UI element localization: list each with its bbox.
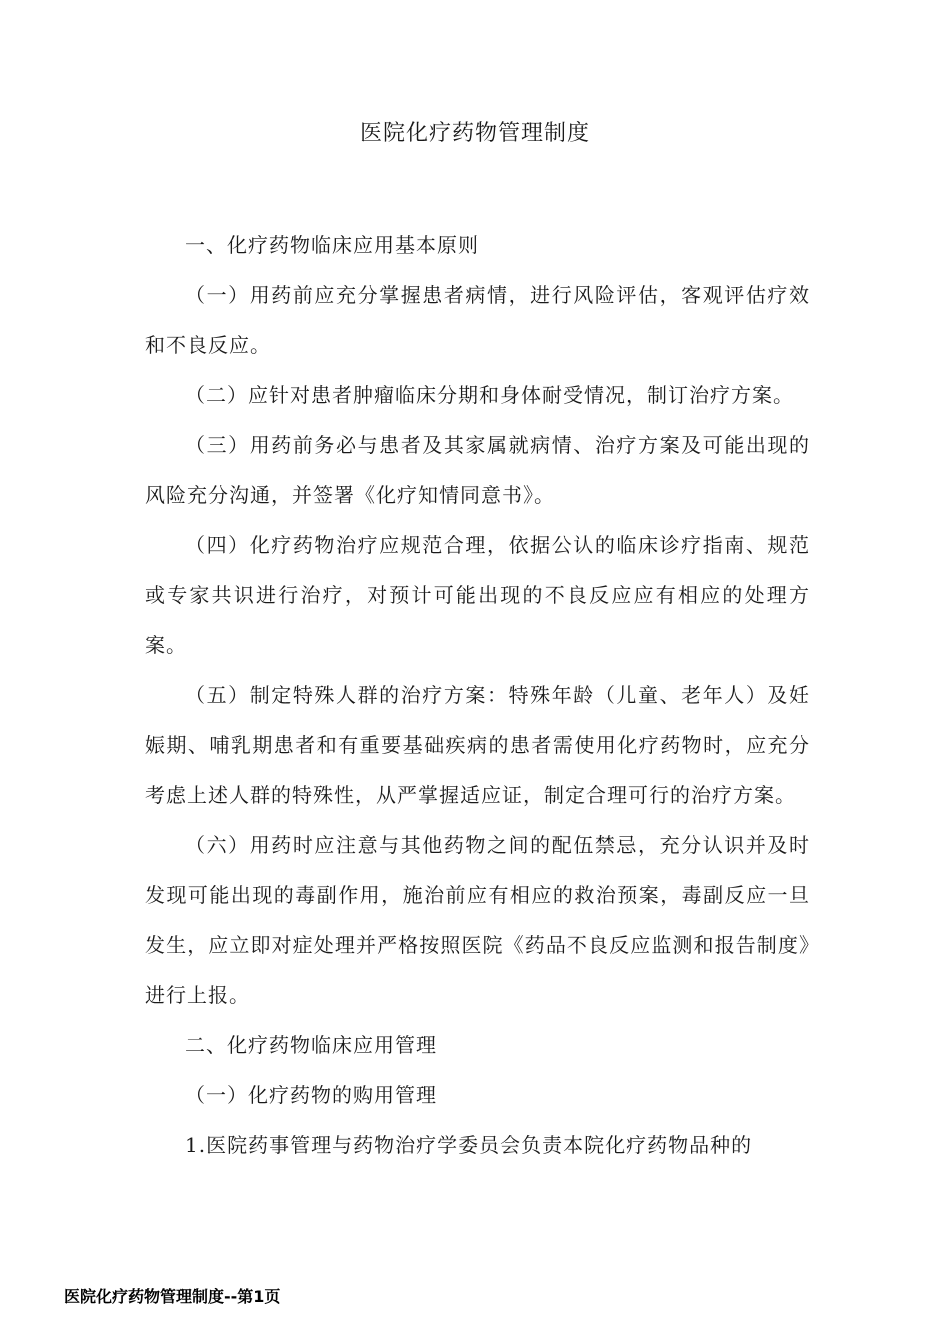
paragraph-6: （六）用药时应注意与其他药物之间的配伍禁忌，充分认识并及时发现可能出现的毒副作用，施治前应有相应的救治预案，毒副反应一旦发生，应立即对症处理并严格按照医院《药品不良反应监测和报告制度》进行上报。 <box>145 833 810 1007</box>
paragraph-5: （五）制定特殊人群的治疗方案：特殊年龄（儿童、老年人）及妊娠期、哺乳期患者和有重要基础疾病的患者需使用化疗药物时，应充分考虑上述人群的特殊性，从严掌握适应证，制定合理可行的治疗方案。 <box>145 683 810 807</box>
subsection-heading-1: （一）化疗药物的购用管理 <box>185 1083 437 1107</box>
document-title: 医院化疗药物管理制度 <box>359 121 590 146</box>
document-body <box>145 220 810 1170</box>
paragraph-4: （四）化疗药物治疗应规范合理，依据公认的临床诊疗指南、规范或专家共识进行治疗，对预计可能出现的不良反应应有相应的处理方案。 <box>145 533 810 657</box>
page-footer: 医院化疗药物管理制度--第1页 <box>64 1287 281 1306</box>
section-heading-2: 二、化疗药物临床应用管理 <box>185 1033 437 1057</box>
paragraph-7: 1.医院药事管理与药物治疗学委员会负责本院化疗药物品种的 <box>185 1133 753 1157</box>
paragraph-1: （一）用药前应充分掌握患者病情，进行风险评估，客观评估疗效和不良反应。 <box>145 283 810 357</box>
section-heading-1: 一、化疗药物临床应用基本原则 <box>185 233 479 257</box>
paragraph-2: （二）应针对患者肿瘤临床分期和身体耐受情况，制订治疗方案。 <box>185 383 794 407</box>
paragraph-3: （三）用药前务必与患者及其家属就病情、治疗方案及可能出现的风险充分沟通，并签署《化疗知情同意书》。 <box>145 433 810 507</box>
